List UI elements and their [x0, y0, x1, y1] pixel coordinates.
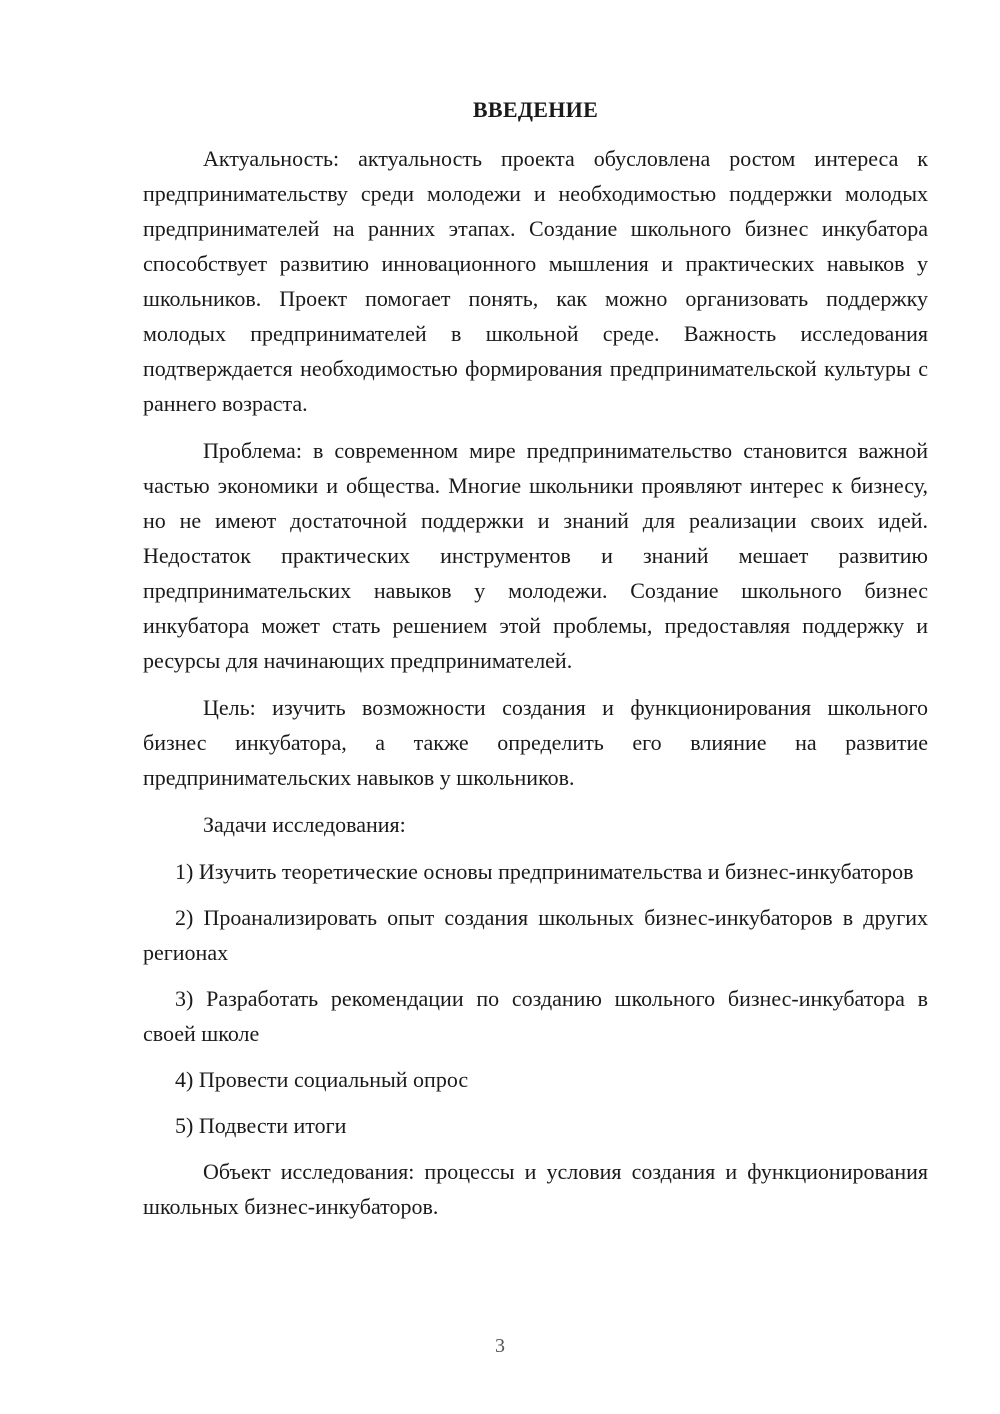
section-heading: ВВЕДЕНИЕ [472, 97, 599, 122]
object-paragraph: Объект исследования: процессы и условия создания и функционирования школьных бизнес-инкубаторов. [143, 1159, 928, 1219]
task-item: 2) Проанализировать опыт создания школьных бизнес-инкубаторов в других регионах [143, 905, 928, 965]
goal-paragraph: Цель: изучить возможности создания и функционирования школьного бизнес инкубатора, а также определить его влияние на развитие предпринимательских навыков у школьников. [143, 695, 928, 790]
task-item: 4) Провести социальный опрос [175, 1067, 469, 1092]
tasks-label: Задачи исследования: [203, 812, 406, 837]
task-item: 5) Подвести итоги [175, 1113, 347, 1138]
task-item: 3) Разработать рекомендации по созданию школьного бизнес-инкубатора в своей школе [143, 986, 928, 1046]
page-number: 3 [495, 1335, 505, 1357]
tasks-list [143, 854, 928, 1143]
document-page [143, 95, 928, 1233]
relevance-paragraph: Актуальность: актуальность проекта обусловлена ростом интереса к предпринимательству среди молодежи и необходимостью поддержки молодых предпринимателей на ранних этапах. Создание школьного бизнес инкубатора способствует развитию инновационного мышления и практических навыков у школьников. Проект помогает понять, как можно организовать поддержку молодых предпринимателей в школьной среде. Важность исследования подтверждается необходимостью формирования предпринимательской культуры с раннего возраста. [143, 146, 928, 416]
task-item: 1) Изучить теоретические основы предпринимательства и бизнес-инкубаторов [175, 859, 914, 884]
problem-paragraph: Проблема: в современном мире предпринимательство становится важной частью экономики и общества. Многие школьники проявляют интерес к бизнесу, но не имеют достаточной поддержки и знаний для реализации своих идей. Недостаток практических инструментов и знаний мешает развитию предпринимательских навыков у молодежи. Создание школьного бизнес инкубатора может стать решением этой проблемы, предоставляя поддержку и ресурсы для начинающих предпринимателей. [143, 438, 928, 673]
